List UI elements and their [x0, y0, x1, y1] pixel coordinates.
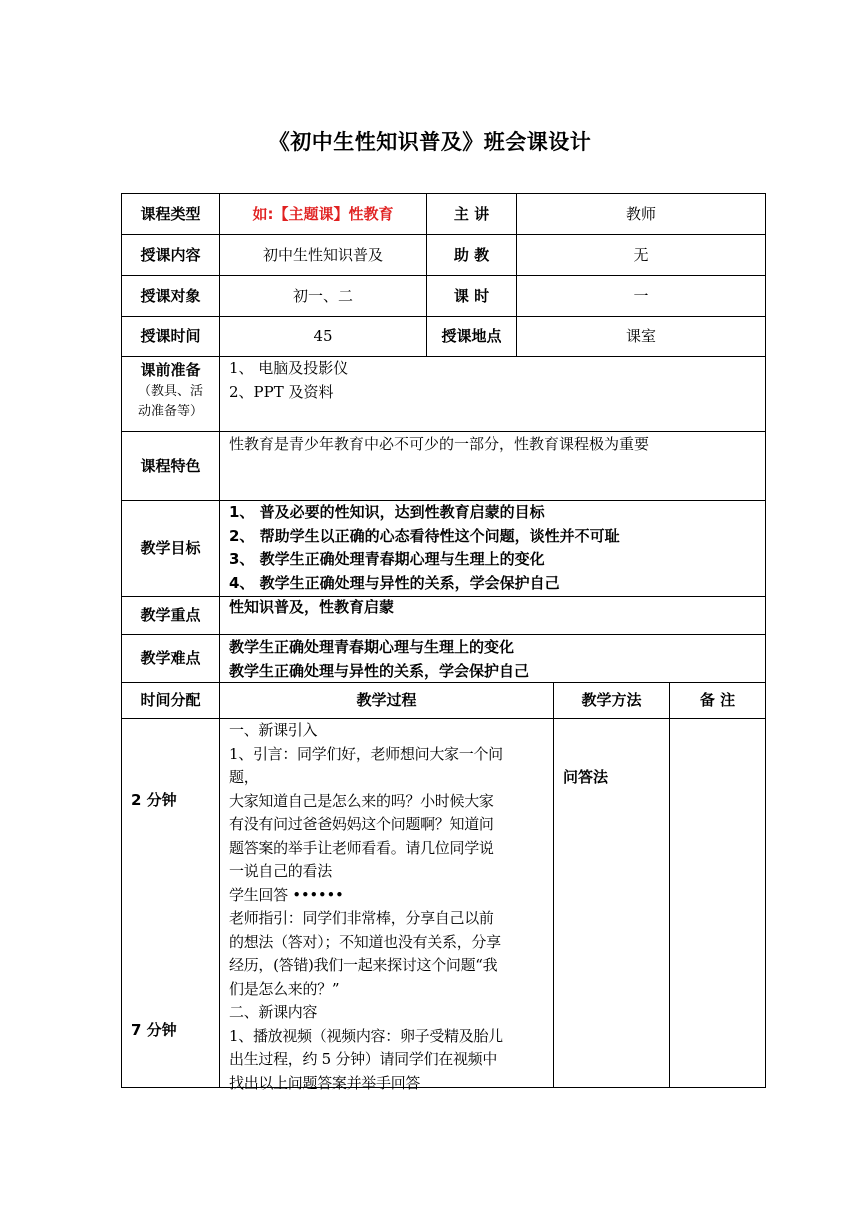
course-type-label: 课程类型 [140, 204, 201, 223]
target-label: 授课对象 [140, 286, 201, 305]
process-line: 的想法（答对）；不知道也没有关系，分享 [229, 932, 501, 951]
time-label: 授课时间 [140, 327, 201, 345]
feature-label: 课程特色 [140, 456, 201, 475]
process-line: 出生过程，约 5 分钟）请同学们在视频中 [229, 1050, 498, 1068]
process-line: 有没有问过爸爸妈妈这个问题啊？知道问 [229, 815, 494, 833]
assistant-label: 助 教 [453, 245, 490, 264]
time-slot-2: 7 分钟 [131, 1021, 177, 1039]
header-method: 教学方法 [581, 691, 642, 709]
goals-list [229, 501, 759, 595]
header-time: 时间分配 [140, 691, 201, 709]
difficulty-item: 教学生正确处理与异性的关系，学会保护自己 [229, 661, 530, 680]
location-value: 课室 [625, 327, 656, 345]
goal-item: 3、 教学生正确处理青春期心理与生理上的变化 [229, 550, 545, 568]
process-line: 大家知道自己是怎么来的吗？小时候大家 [229, 791, 494, 810]
difficulty-item: 教学生正确处理青春期心理与生理上的变化 [229, 638, 515, 656]
goal-item: 1、 普及必要的性知识，达到性教育启蒙的目标 [229, 503, 545, 521]
key-points-label: 教学重点 [140, 606, 201, 624]
prep-note-line2: 动准备等） [137, 404, 203, 419]
goal-item: 2、 帮助学生以正确的心态看待性这个问题，谈性并不可耻 [229, 526, 620, 545]
key-points-cell [229, 596, 759, 620]
feature-text-cell [229, 433, 759, 457]
hours-label: 课 时 [453, 286, 490, 305]
process-text [229, 719, 551, 1095]
process-line: 一、新课引入 [229, 721, 318, 739]
prep-label-cell [122, 358, 219, 422]
method-1: 问答法 [563, 768, 609, 786]
prep-item: 1、 电脑及投影仪 [229, 359, 349, 377]
process-line: 一说自己的看法 [229, 862, 332, 880]
goals-label: 教学目标 [140, 539, 201, 557]
target-value: 初一、二 [292, 286, 353, 305]
content-value: 初中生性知识普及 [262, 245, 383, 264]
key-points-text: 性知识普及，性教育启蒙 [229, 598, 395, 616]
location-label: 授课地点 [441, 327, 502, 345]
process-line: 们是怎么来的？” [229, 979, 340, 998]
process-line: 找出以上问题答案并举手回答 [229, 1073, 421, 1092]
hours-value: 一 [633, 286, 649, 305]
document-title: 《初中生性知识普及》班会课设计 [268, 130, 592, 154]
process-line: 题答案的举手让老师看看。请几位同学说 [229, 838, 494, 857]
assistant-value: 无 [633, 245, 649, 264]
feature-text: 性教育是青少年教育中必不可少的一部分，性教育课程极为重要 [229, 435, 650, 453]
process-line: 1、引言：同学们好，老师想问大家一个问 [229, 744, 503, 763]
content-label: 授课内容 [140, 245, 201, 264]
lecturer-value: 教师 [625, 204, 656, 223]
process-line: 题， [229, 768, 259, 786]
process-line: 经历，(答错)我们一起来探讨这个问题“我 [229, 956, 498, 974]
difficulties-label: 教学难点 [140, 649, 201, 667]
header-remark: 备 注 [699, 691, 736, 709]
prep-note-line1: （教具、活 [137, 384, 203, 399]
header-process: 教学过程 [356, 691, 417, 709]
goal-item: 4、 教学生正确处理与异性的关系，学会保护自己 [229, 573, 560, 592]
prep-label: 课前准备 [140, 361, 201, 379]
course-type-value: 如:【主题课】性教育 [252, 204, 394, 223]
process-line: 老师指引：同学们非常棒，分享自己以前 [229, 909, 494, 927]
time-value: 45 [313, 327, 333, 345]
process-line: 1、播放视频（视频内容：卵子受精及胎儿 [229, 1026, 503, 1045]
lecturer-label: 主 讲 [453, 204, 490, 223]
process-line: 二、新课内容 [229, 1003, 318, 1021]
time-slot-1: 2 分钟 [131, 791, 177, 809]
process-line: 学生回答 •••••• [229, 885, 344, 904]
difficulties-list [229, 636, 759, 683]
prep-item: 2、PPT 及资料 [229, 382, 334, 401]
prep-items [229, 357, 759, 404]
